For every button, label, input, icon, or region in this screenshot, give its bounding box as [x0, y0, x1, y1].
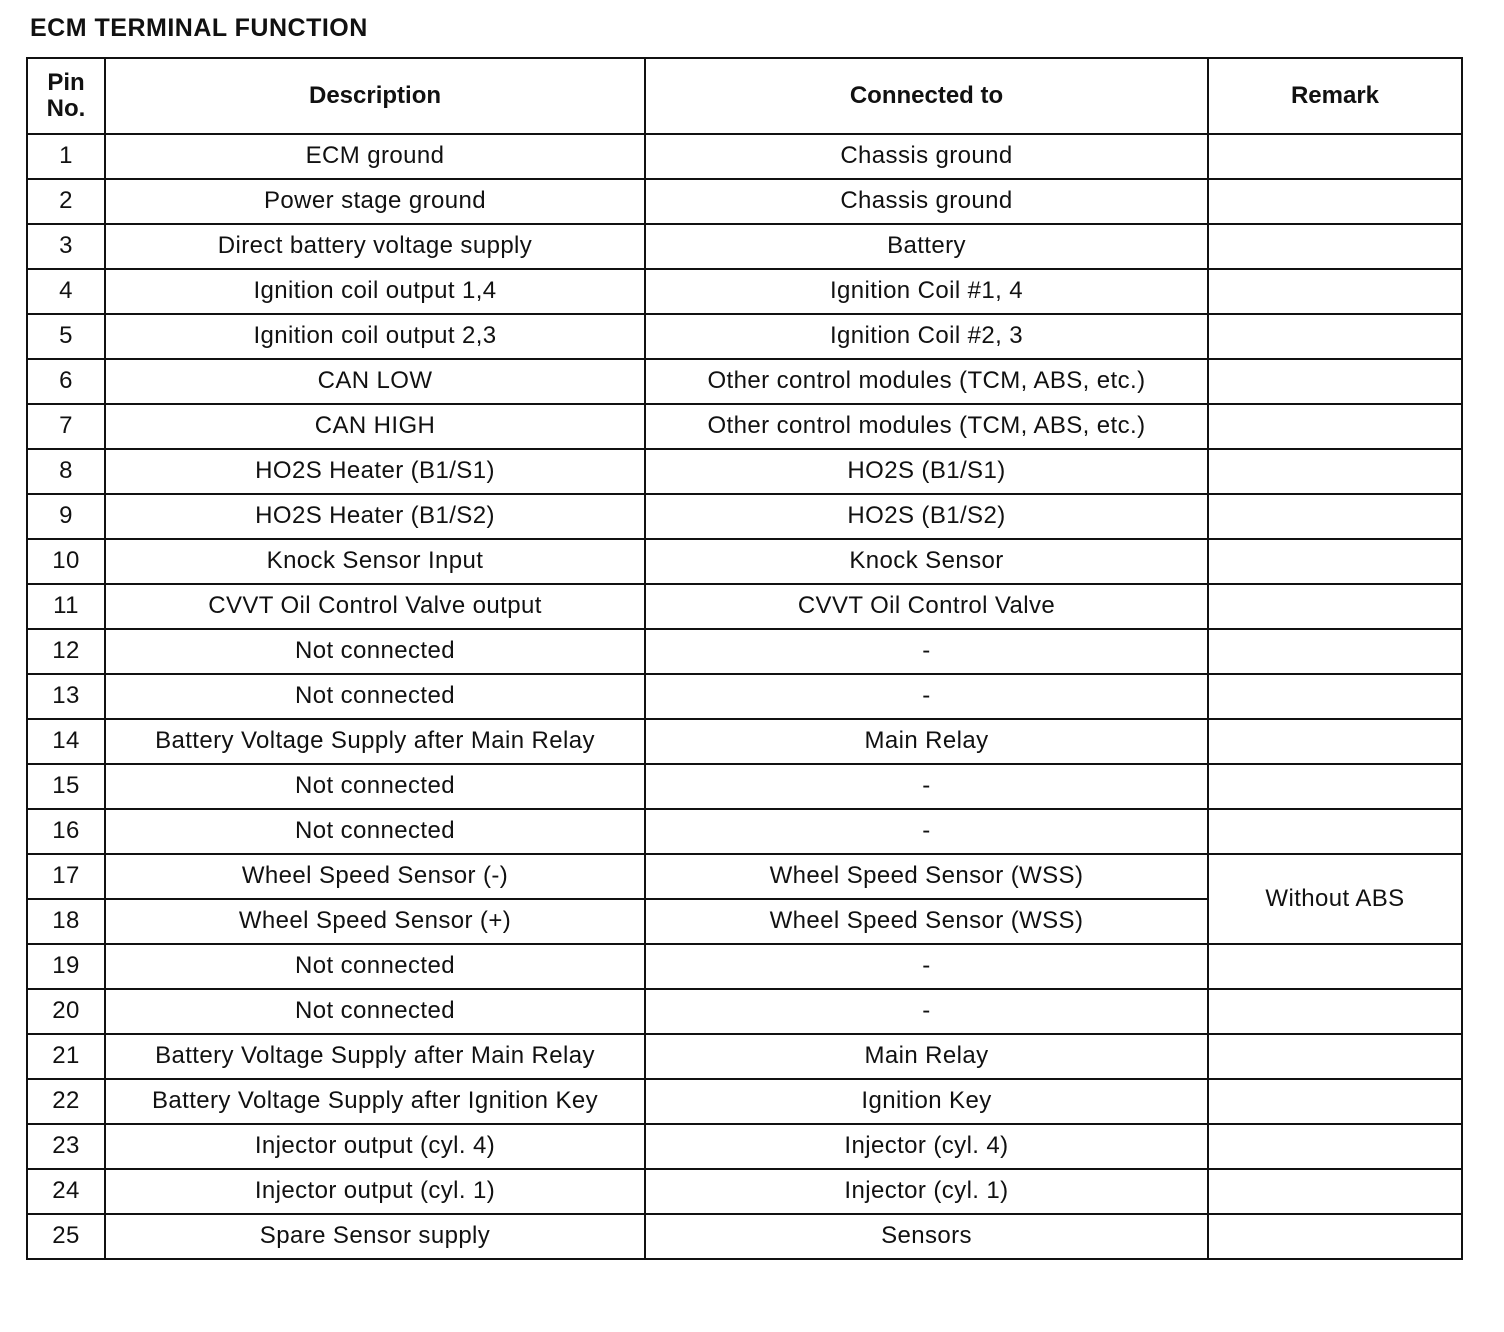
table-row: [27, 989, 1462, 1034]
table-row: [27, 269, 1462, 314]
header-pin-line2: No.: [46, 95, 86, 122]
description-cell: ECM ground: [105, 134, 645, 179]
table-body: [27, 134, 1462, 1259]
description-cell: HO2S Heater (B1/S2): [105, 494, 645, 539]
pin-number-cell: 15: [27, 764, 105, 809]
description-cell: Not connected: [105, 944, 645, 989]
table-row: [27, 539, 1462, 584]
pin-number-cell: 11: [27, 584, 105, 629]
pin-number-cell: 18: [27, 899, 105, 944]
remark-cell: [1208, 224, 1462, 269]
connected-to-cell: Other control modules (TCM, ABS, etc.): [645, 359, 1208, 404]
description-cell: Not connected: [105, 989, 645, 1034]
description-cell: Spare Sensor supply: [105, 1214, 645, 1259]
connected-to-cell: Injector (cyl. 1): [645, 1169, 1208, 1214]
remark-cell: Without ABS: [1208, 854, 1462, 944]
pin-number-cell: 19: [27, 944, 105, 989]
description-cell: Wheel Speed Sensor (+): [105, 899, 645, 944]
connected-to-cell: Chassis ground: [645, 134, 1208, 179]
table-row: [27, 944, 1462, 989]
document-title: ECM TERMINAL FUNCTION: [30, 14, 368, 42]
table-row: [27, 719, 1462, 764]
pin-number-cell: 12: [27, 629, 105, 674]
table-header-row: [27, 58, 1462, 134]
table-row: [27, 449, 1462, 494]
connected-to-cell: Sensors: [645, 1214, 1208, 1259]
description-cell: Battery Voltage Supply after Ignition Key: [105, 1079, 645, 1124]
pin-number-cell: 17: [27, 854, 105, 899]
remark-cell: [1208, 674, 1462, 719]
remark-cell: [1208, 269, 1462, 314]
connected-to-cell: HO2S (B1/S2): [645, 494, 1208, 539]
remark-cell: [1208, 1079, 1462, 1124]
description-cell: CVVT Oil Control Valve output: [105, 584, 645, 629]
table-row: [27, 404, 1462, 449]
table-row: [27, 359, 1462, 404]
connected-to-cell: Injector (cyl. 4): [645, 1124, 1208, 1169]
description-cell: CAN LOW: [105, 359, 645, 404]
remark-cell: [1208, 989, 1462, 1034]
connected-to-cell: -: [645, 809, 1208, 854]
description-cell: Not connected: [105, 629, 645, 674]
remark-cell: [1208, 629, 1462, 674]
table-row: [27, 224, 1462, 269]
connected-to-cell: -: [645, 944, 1208, 989]
remark-cell: [1208, 1214, 1462, 1259]
header-pin-line1: Pin: [47, 68, 85, 96]
connected-to-cell: -: [645, 629, 1208, 674]
table-row: [27, 674, 1462, 719]
pin-number-cell: 6: [27, 359, 105, 404]
description-cell: Ignition coil output 2,3: [105, 314, 645, 359]
remark-cell: [1208, 404, 1462, 449]
connected-to-cell: Battery: [645, 224, 1208, 269]
connected-to-cell: Knock Sensor: [645, 539, 1208, 584]
pin-number-cell: 13: [27, 674, 105, 719]
remark-cell: [1208, 1124, 1462, 1169]
pin-number-cell: 4: [27, 269, 105, 314]
remark-cell: [1208, 449, 1462, 494]
description-cell: Injector output (cyl. 4): [105, 1124, 645, 1169]
pin-number-cell: 14: [27, 719, 105, 764]
description-cell: Power stage ground: [105, 179, 645, 224]
remark-cell: [1208, 539, 1462, 584]
pin-number-cell: 25: [27, 1214, 105, 1259]
description-cell: Battery Voltage Supply after Main Relay: [105, 1034, 645, 1079]
pin-number-cell: 1: [27, 134, 105, 179]
remark-cell: [1208, 584, 1462, 629]
description-cell: Not connected: [105, 809, 645, 854]
connected-to-cell: CVVT Oil Control Valve: [645, 584, 1208, 629]
remark-cell: [1208, 359, 1462, 404]
remark-cell: [1208, 764, 1462, 809]
description-cell: CAN HIGH: [105, 404, 645, 449]
description-cell: Not connected: [105, 674, 645, 719]
pin-number-cell: 21: [27, 1034, 105, 1079]
connected-to-cell: Main Relay: [645, 1034, 1208, 1079]
table-row: [27, 764, 1462, 809]
connected-to-cell: Ignition Coil #2, 3: [645, 314, 1208, 359]
table-row: [27, 584, 1462, 629]
table-row: [27, 134, 1462, 179]
connected-to-cell: Wheel Speed Sensor (WSS): [645, 899, 1208, 944]
pin-number-cell: 23: [27, 1124, 105, 1169]
ecm-terminal-table: [26, 57, 1463, 1260]
table-row: [27, 1124, 1462, 1169]
description-cell: Battery Voltage Supply after Main Relay: [105, 719, 645, 764]
connected-to-cell: -: [645, 674, 1208, 719]
pin-number-cell: 20: [27, 989, 105, 1034]
table-row: [27, 854, 1462, 899]
pin-number-cell: 16: [27, 809, 105, 854]
pin-number-cell: 24: [27, 1169, 105, 1214]
remark-cell: [1208, 809, 1462, 854]
pin-number-cell: 5: [27, 314, 105, 359]
remark-cell: [1208, 944, 1462, 989]
connected-to-cell: -: [645, 764, 1208, 809]
description-cell: Knock Sensor Input: [105, 539, 645, 584]
table-row: [27, 1034, 1462, 1079]
table-row: [27, 1169, 1462, 1214]
header-connected-to: Connected to: [645, 58, 1208, 134]
table-row: [27, 1214, 1462, 1259]
connected-to-cell: Ignition Coil #1, 4: [645, 269, 1208, 314]
table-row: [27, 809, 1462, 854]
remark-cell: [1208, 1034, 1462, 1079]
header-pin-no: [27, 58, 105, 134]
remark-cell: [1208, 179, 1462, 224]
table-row: [27, 1079, 1462, 1124]
connected-to-cell: HO2S (B1/S1): [645, 449, 1208, 494]
table-row: [27, 629, 1462, 674]
connected-to-cell: Wheel Speed Sensor (WSS): [645, 854, 1208, 899]
header-description: Description: [105, 58, 645, 134]
pin-number-cell: 22: [27, 1079, 105, 1124]
description-cell: Injector output (cyl. 1): [105, 1169, 645, 1214]
pin-number-cell: 8: [27, 449, 105, 494]
table-row: [27, 494, 1462, 539]
pin-number-cell: 3: [27, 224, 105, 269]
connected-to-cell: Main Relay: [645, 719, 1208, 764]
connected-to-cell: Chassis ground: [645, 179, 1208, 224]
description-cell: Ignition coil output 1,4: [105, 269, 645, 314]
description-cell: Wheel Speed Sensor (-): [105, 854, 645, 899]
description-cell: Not connected: [105, 764, 645, 809]
remark-cell: [1208, 1169, 1462, 1214]
header-remark: Remark: [1208, 58, 1462, 134]
connected-to-cell: Other control modules (TCM, ABS, etc.): [645, 404, 1208, 449]
table-row: [27, 179, 1462, 224]
remark-cell: [1208, 719, 1462, 764]
description-cell: HO2S Heater (B1/S1): [105, 449, 645, 494]
pin-number-cell: 7: [27, 404, 105, 449]
remark-cell: [1208, 494, 1462, 539]
pin-number-cell: 2: [27, 179, 105, 224]
table-row: [27, 314, 1462, 359]
remark-cell: [1208, 134, 1462, 179]
connected-to-cell: -: [645, 989, 1208, 1034]
description-cell: Direct battery voltage supply: [105, 224, 645, 269]
connected-to-cell: Ignition Key: [645, 1079, 1208, 1124]
remark-cell: [1208, 314, 1462, 359]
pin-number-cell: 10: [27, 539, 105, 584]
pin-number-cell: 9: [27, 494, 105, 539]
